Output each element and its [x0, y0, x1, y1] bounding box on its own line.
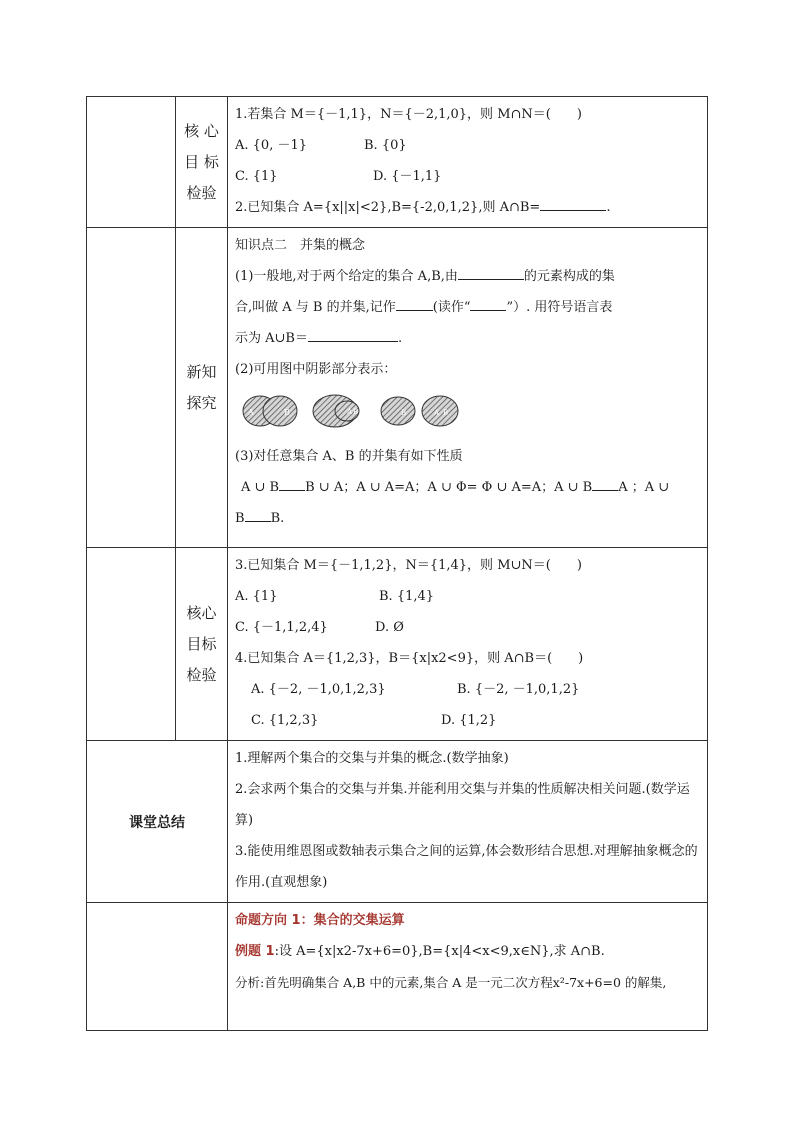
explore-content: [228, 228, 708, 548]
option-a: A. {－2, －1,0,1,2,3}: [251, 682, 386, 697]
label-line: 检验: [186, 183, 217, 202]
label-line: 目标: [186, 634, 217, 653]
question-2-text: 2.已知集合 A={x||x|<2},B={-2,0,1,2},则 A∩B=: [235, 200, 541, 215]
text: (1)一般地,对于两个给定的集合 A,B,由: [235, 269, 458, 284]
answer-blank: [245, 507, 271, 522]
text: 的元素构成的集: [523, 269, 615, 284]
analysis-text: 分析:首先明确集合 A,B 中的元素,集合 A 是一元二次方程x²-7x+6=0 的解集,: [235, 975, 667, 990]
row-label-check-1: [176, 97, 228, 228]
option-d: D. {－1,1}: [373, 169, 442, 184]
option-a: A. {1}: [235, 589, 278, 604]
paragraph-1-line-3: [235, 323, 701, 354]
question-2-end: .: [606, 200, 611, 215]
label-line: 探究: [186, 393, 217, 412]
example-content: [228, 903, 708, 1031]
option-d: D. Ø: [375, 620, 404, 635]
question-1: 1.若集合 M＝{－1,1}，N＝{－2,1,0}，则 M∩N＝( ): [235, 107, 582, 122]
summary-content: [228, 741, 708, 903]
venn-label: A: [248, 408, 254, 417]
check-row-2: [87, 548, 708, 741]
check-row-1: [87, 97, 708, 228]
direction-heading: 命题方向 1：集合的交集运算: [235, 913, 405, 928]
question-3-options-cd: [235, 612, 701, 643]
text: A ；A ∪: [618, 480, 670, 495]
option-c: C. {1}: [235, 169, 278, 184]
text: 合,叫做 A 与 B 的并集,记作: [235, 300, 396, 315]
question-2: [235, 192, 701, 223]
text: (读作“: [432, 300, 471, 315]
question-1-options-cd: [235, 161, 701, 192]
paragraph-1-line-2: [235, 292, 701, 323]
paragraph-2: (2)可用图中阴影部分表示：: [235, 362, 397, 377]
answer-blank: [396, 296, 433, 311]
option-b: B. {1,4}: [379, 589, 435, 604]
blank-cell: [87, 903, 228, 1031]
summary-point-2: 2.会求两个集合的交集与并集.并能利用交集与并集的性质解决相关问题.(数学运算): [235, 782, 690, 828]
answer-blank: [470, 296, 506, 311]
section-heading: 知识点二 并集的概念: [235, 238, 366, 253]
venn-label: B: [401, 409, 407, 417]
example-label: 例题 1: [235, 944, 275, 959]
label-line: 目 标: [184, 152, 219, 171]
answer-blank: [279, 476, 305, 491]
venn-label: B: [353, 408, 359, 416]
venn-label: A: [347, 408, 353, 416]
summary-point-1: 1.理解两个集合的交集与并集的概念.(数学抽象): [235, 751, 509, 766]
venn-2: [313, 395, 359, 427]
question-1-options-ab: [235, 130, 701, 161]
summary-label: 课堂总结: [87, 741, 228, 903]
properties-line-1: [235, 472, 701, 503]
example-1: [235, 936, 701, 967]
text: ”）. 用符号语言表: [506, 300, 613, 315]
summary-point-3: 3.能使用维恩图或数轴表示集合之间的运算,体会数形结合思想.对理解抽象概念的作用.(直观想象): [235, 844, 698, 890]
venn-svg: [235, 389, 475, 433]
blank-cell: [87, 228, 176, 548]
venn-diagrams: [235, 389, 701, 433]
option-d: D. {1,2}: [441, 713, 497, 728]
venn-label: A: [434, 409, 440, 417]
question-4: 4.已知集合 A＝{1,2,3}，B＝{x|x2<9}，则 A∩B＝( ): [235, 651, 584, 666]
venn-1: [243, 396, 297, 426]
label-line: 检验: [186, 665, 217, 684]
text: .: [397, 331, 403, 346]
answer-blank: [458, 265, 524, 280]
explore-row: [87, 228, 708, 548]
option-c: C. {1,2,3}: [251, 713, 319, 728]
question-3: 3.已知集合 M＝{－1,1,2}，N＝{1,4}，则 M∪N＝( ): [235, 558, 582, 573]
text: B ∪ A；A ∪ A=A；A ∪ Φ= Φ ∪ A=A；A ∪ B: [305, 480, 593, 495]
row-label-check-2: [176, 548, 228, 741]
text: 示为 A∪B＝: [235, 331, 308, 346]
check-1-content: [228, 97, 708, 228]
check-2-content: [228, 548, 708, 741]
question-4-options-ab: [235, 674, 701, 705]
blank-cell: [87, 548, 176, 741]
option-c: C. {－1,1,2,4}: [235, 620, 328, 635]
answer-blank: [540, 196, 606, 211]
venn-label: B: [284, 408, 290, 417]
venn-3: [381, 396, 458, 426]
lesson-table: [86, 96, 708, 1031]
properties-line-2: [235, 503, 701, 534]
answer-blank: [592, 476, 618, 491]
question-4-options-cd: [235, 705, 701, 736]
option-b: B. {－2, －1,0,1,2}: [457, 682, 580, 697]
text: B.: [270, 511, 285, 526]
row-label-explore: [176, 228, 228, 548]
venn-label: B: [443, 409, 449, 417]
example-text: :设 A={x|x2-7x+6=0},B={x|4<x<9,x∈N},求 A∩B.: [274, 944, 605, 959]
option-b: B. {0}: [364, 138, 407, 153]
answer-blank: [308, 327, 398, 342]
option-a: A. {0, －1}: [235, 138, 308, 153]
summary-row: [87, 741, 708, 903]
text: B: [235, 511, 245, 526]
label-line: 核心: [186, 603, 217, 622]
example-row: [87, 903, 708, 1031]
paragraph-3: (3)对任意集合 A、B 的并集有如下性质: [235, 449, 463, 464]
label-line: 新知: [186, 362, 217, 381]
text: A ∪ B: [241, 480, 280, 495]
paragraph-1-line-1: [235, 261, 701, 292]
label-line: 核 心: [184, 121, 219, 140]
question-3-options-ab: [235, 581, 701, 612]
blank-cell: [87, 97, 176, 228]
